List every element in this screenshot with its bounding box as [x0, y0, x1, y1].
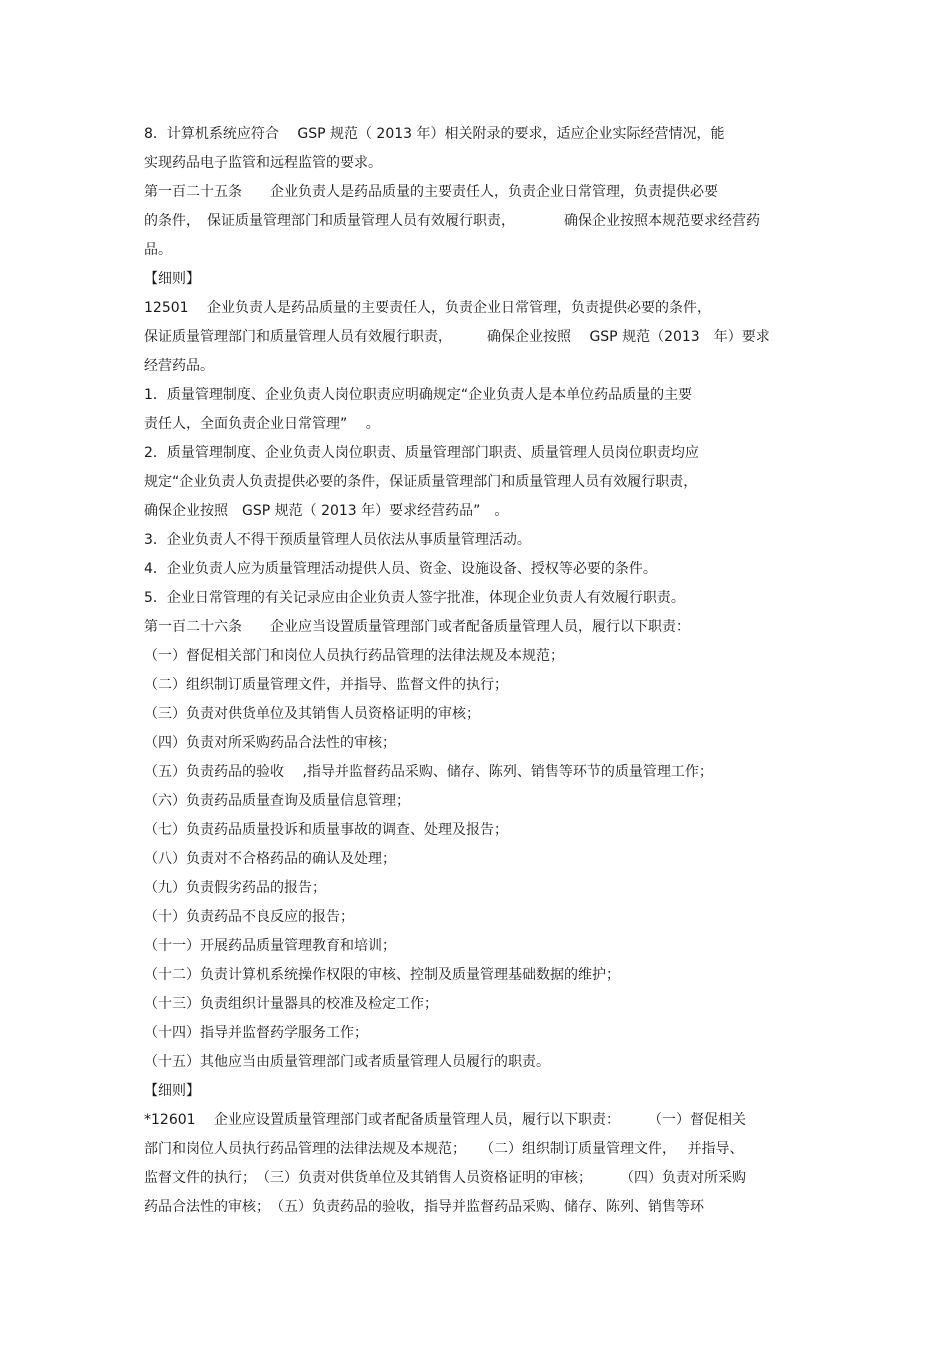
- list-item: （十）负责药品不良反应的报告；: [144, 909, 354, 925]
- list-item: （二）组织制订质量管理文件，并指导、监督文件的执行；: [144, 677, 508, 693]
- text-line: 2．质量管理制度、企业负责人岗位职责、质量管理部门职责、质量管理人员岗位职责均应: [144, 445, 699, 461]
- text-line: 经营药品。: [144, 358, 214, 374]
- text-line: 第一百二十五条 企业负责人是药品质量的主要责任人，负责企业日常管理，负责提供必要: [144, 184, 718, 200]
- text-line: 8．计算机系统应符合 GSP 规范（ 2013 年）相关附录的要求，适应企业实际经营情况，能: [144, 126, 725, 142]
- text-line: 品。: [144, 242, 172, 258]
- text-line: 5．企业日常管理的有关记录应由企业负责人签字批准，体现企业负责人有效履行职责。: [144, 590, 685, 606]
- text-line: 监督文件的执行； （三）负责对供货单位及其销售人员资格证明的审核； （四）负责对所采购: [144, 1170, 746, 1186]
- list-item: （八）负责对不合格药品的确认及处理；: [144, 851, 396, 867]
- text-line: 责任人，全面负责企业日常管理” 。: [144, 416, 380, 432]
- text-line: 4．企业负责人应为质量管理活动提供人员、资金、设施设备、授权等必要的条件。: [144, 561, 657, 577]
- text-line: 12501 企业负责人是药品质量的主要责任人，负责企业日常管理，负责提供必要的条件，: [144, 300, 711, 316]
- text-line: 3．企业负责人不得干预质量管理人员依法从事质量管理活动。: [144, 532, 531, 548]
- list-item: （六）负责药品质量查询及质量信息管理；: [144, 793, 410, 809]
- list-item: （十二）负责计算机系统操作权限的审核、控制及质量管理基础数据的维护；: [144, 967, 620, 983]
- text-line: 部门和岗位人员执行药品管理的法律法规及本规范； （二）组织制订质量管理文件， 并指导、: [144, 1141, 744, 1157]
- text-line: 实现药品电子监管和远程监管的要求。: [144, 155, 382, 171]
- text-line: 第一百二十六条 企业应当设置质量管理部门或者配备质量管理人员，履行以下职责：: [144, 619, 690, 635]
- text-line: 1．质量管理制度、企业负责人岗位职责应明确规定“企业负责人是本单位药品质量的主要: [144, 387, 693, 403]
- text-line: *12601 企业应设置质量管理部门或者配备质量管理人员，履行以下职责： （一）督促相关: [144, 1112, 746, 1128]
- list-item: （九）负责假劣药品的报告；: [144, 880, 326, 896]
- text-line: 规定“企业负责人负责提供必要的条件，保证质量管理部门和质量管理人员有效履行职责，: [144, 474, 698, 490]
- section-heading: 【细则】: [144, 271, 200, 287]
- list-item: （三）负责对供货单位及其销售人员资格证明的审核；: [144, 706, 480, 722]
- list-item: （十五）其他应当由质量管理部门或者质量管理人员履行的职责。: [144, 1054, 550, 1070]
- text-line: 确保企业按照 GSP 规范（ 2013 年）要求经营药品” 。: [144, 503, 509, 519]
- list-item: （一）督促相关部门和岗位人员执行药品管理的法律法规及本规范；: [144, 648, 564, 664]
- list-item: （十一）开展药品质量管理教育和培训；: [144, 938, 396, 954]
- list-item: （十四）指导并监督药学服务工作；: [144, 1025, 368, 1041]
- text-line: 的条件， 保证质量管理部门和质量管理人员有效履行职责， 确保企业按照本规范要求经营药: [144, 213, 760, 229]
- list-item: （十三）负责组织计量器具的校准及检定工作；: [144, 996, 438, 1012]
- section-heading: 【细则】: [144, 1083, 200, 1099]
- list-item: （七）负责药品质量投诉和质量事故的调查、处理及报告；: [144, 822, 508, 838]
- text-line: 药品合法性的审核； （五）负责药品的验收，指导并监督药品采购、储存、陈列、销售等环: [144, 1199, 704, 1215]
- text-line: 保证质量管理部门和质量管理人员有效履行职责， 确保企业按照 GSP 规范（2013 年）要求: [144, 329, 770, 345]
- list-item: （五）负责药品的验收 ,指导并监督药品采购、储存、陈列、销售等环节的质量管理工作；: [144, 764, 713, 780]
- list-item: （四）负责对所采购药品合法性的审核；: [144, 735, 396, 751]
